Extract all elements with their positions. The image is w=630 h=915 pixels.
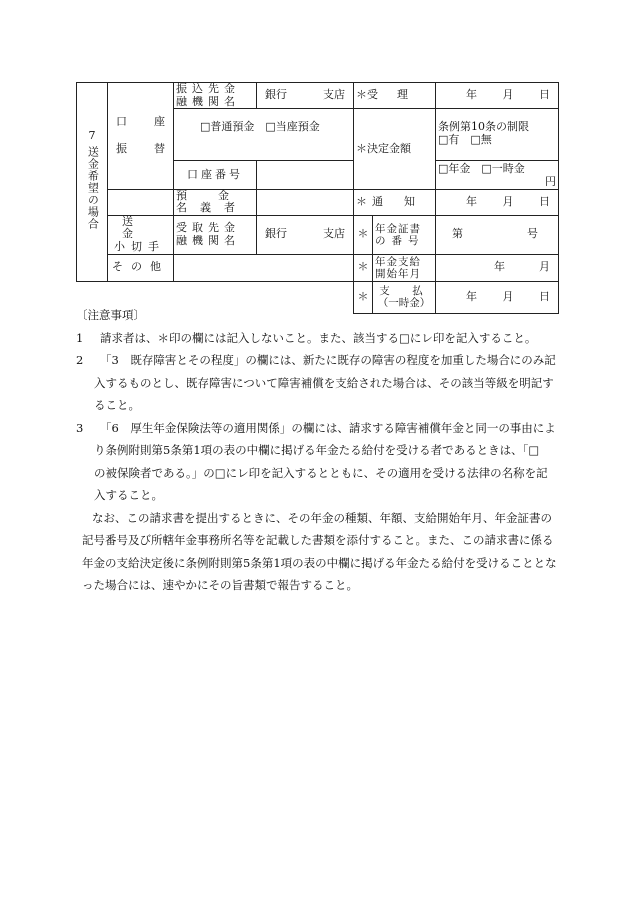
- koza-char: 口: [116, 115, 127, 129]
- meigi-field[interactable]: [257, 189, 354, 215]
- branch-label: 支店: [323, 88, 345, 102]
- bank-label: 銀行: [265, 88, 287, 102]
- day-label: 日: [539, 88, 550, 102]
- furikomi-bank-field[interactable]: [257, 83, 354, 109]
- star-mark: ＊: [357, 260, 369, 274]
- sonota-text: その他: [112, 260, 169, 274]
- shikyu-kaishi-line1: 年金支給: [375, 255, 421, 268]
- note-item-3: [76, 417, 558, 507]
- koza-bango-label: [174, 161, 257, 189]
- year-label: 年: [466, 194, 477, 208]
- shiharai-line1: 支 払: [379, 285, 429, 298]
- kettei-label: ＊決定金額: [356, 141, 411, 155]
- star-mark: ＊: [357, 227, 369, 241]
- yokin-type-options: □普通預金 □当座預金: [200, 120, 320, 134]
- notes-section: [76, 304, 558, 597]
- month-label: 月: [539, 260, 550, 274]
- seigen-field[interactable]: [436, 109, 559, 161]
- shosho-line2: の番号: [375, 234, 425, 247]
- shikyu-kaishi-line2: 開始年月: [375, 267, 421, 280]
- note-item-1-number: 1: [76, 330, 84, 345]
- koza-furikae-label: [108, 83, 174, 190]
- uketori-line1: 受取先金: [176, 221, 240, 235]
- tsuchi-label-cell: [354, 189, 436, 215]
- meigi-label: [174, 189, 257, 215]
- shikyu-type-options: □年金 □一時金: [438, 162, 525, 176]
- note-item-2-text: 「3 既存障害とその程度」の欄には、新たに既存の障害の程度を加重した場合にのみ記入するものとし、既存障害について障害補償を支給された場合は、その該当等級を明記すること。: [94, 353, 556, 412]
- year-label: 年: [466, 289, 477, 303]
- bank-label: 銀行: [265, 227, 287, 241]
- koza-bango-text: 口座番号: [187, 167, 243, 181]
- note-item-1: [76, 327, 558, 350]
- seigen-line2: □有 □無: [438, 132, 492, 146]
- go-label: 号: [527, 227, 538, 241]
- star-mark: ＊: [357, 289, 369, 303]
- tsuchi-date-field[interactable]: [436, 189, 559, 215]
- shosho-number-field[interactable]: [436, 215, 559, 254]
- shikyu-type-field[interactable]: [436, 161, 559, 189]
- meigi-field-left[interactable]: [108, 189, 174, 215]
- notes-closing: なお、この請求書を提出するときに、その年金の種類、年額、支給開始年月、年金証書の記号番号及び所轄年金事務所名等を記載した書類を添付すること。また、この請求書に係る年金の支給決定後に条例附則第5条第1項の表の中欄に掲げる年金たる給付を受けることとなった場合には、速やかにその旨書類で報告すること。: [82, 510, 557, 592]
- shikyu-kaishi-field[interactable]: [436, 254, 559, 281]
- shiharai-line2: （一時金）: [377, 297, 431, 310]
- yokin-type-field[interactable]: [174, 109, 354, 161]
- uketori-bank-field[interactable]: [257, 215, 354, 254]
- note-item-2: [76, 349, 558, 417]
- meigi-line1: 預 金: [176, 188, 239, 202]
- uketori-label: [174, 215, 257, 254]
- day-label: 日: [539, 194, 550, 208]
- sonota-label: [108, 254, 174, 281]
- star-cell: [354, 254, 373, 281]
- koza-bango-field[interactable]: [257, 161, 354, 189]
- sonota-field[interactable]: [174, 254, 354, 281]
- sokin-line1: 送 金: [122, 214, 172, 241]
- seigen-line1: 条例第10条の制限: [438, 120, 529, 134]
- uketori-line2: 融機関名: [176, 233, 240, 247]
- year-label: 年: [466, 88, 477, 102]
- section-7-number: 7: [88, 128, 96, 142]
- day-label: 日: [539, 289, 550, 303]
- kettei-label-cell: [354, 109, 436, 189]
- yen-label: 円: [545, 174, 556, 188]
- sokin-label: [108, 215, 174, 254]
- furi-char: 振: [116, 141, 127, 155]
- kae-char: 替: [154, 141, 165, 155]
- shikyu-kaishi-label: [373, 254, 436, 281]
- juri-label: 受 理: [367, 88, 412, 102]
- remittance-form-table: [76, 82, 559, 314]
- shosho-line1: 年金証書: [375, 222, 421, 235]
- juri-date-field[interactable]: [436, 83, 559, 109]
- section-7-cell: [77, 83, 108, 282]
- month-label: 月: [502, 289, 514, 303]
- furikomi-saki-line1: 振込先金: [176, 82, 240, 95]
- branch-label: 支店: [323, 227, 345, 241]
- shosho-label: [373, 215, 436, 254]
- month-label: 月: [502, 194, 514, 208]
- furikomi-saki-line2: 融機関名: [176, 94, 240, 108]
- notes-heading: 〔注意事項〕: [76, 308, 145, 322]
- juri-label-cell: [354, 83, 436, 109]
- year-label: 年: [494, 260, 505, 274]
- tsuchi-label: ＊通 知: [356, 194, 420, 208]
- sokin-line2: 小切手: [114, 240, 165, 254]
- note-item-3-number: 3: [76, 420, 84, 435]
- note-item-2-number: 2: [76, 353, 84, 367]
- furikomi-saki-label: [174, 83, 257, 109]
- za-char: 座: [154, 115, 165, 129]
- month-label: 月: [502, 88, 514, 102]
- meigi-line2: 名義者: [176, 201, 248, 215]
- star-cell: [354, 215, 373, 254]
- note-item-3-text: 「6 厚生年金保険法等の適用関係」の欄には、請求する障害補償年金と同一の事由により条例附則第5条第1項の表の中欄に掲げる年金たる給付を受ける者であるときは、「□ の被保険者である。」の□にレ印を記入するとともに、その適用を受ける法律の名称を記入すること。: [94, 420, 556, 502]
- star-mark: ＊: [356, 88, 367, 102]
- section-7-label: 送金希望の場合: [86, 146, 100, 231]
- dai-label: 第: [452, 227, 463, 241]
- note-item-1-text: 請求者は、＊印の欄には記入しないこと。また、該当する□にレ印を記入すること。: [100, 330, 537, 345]
